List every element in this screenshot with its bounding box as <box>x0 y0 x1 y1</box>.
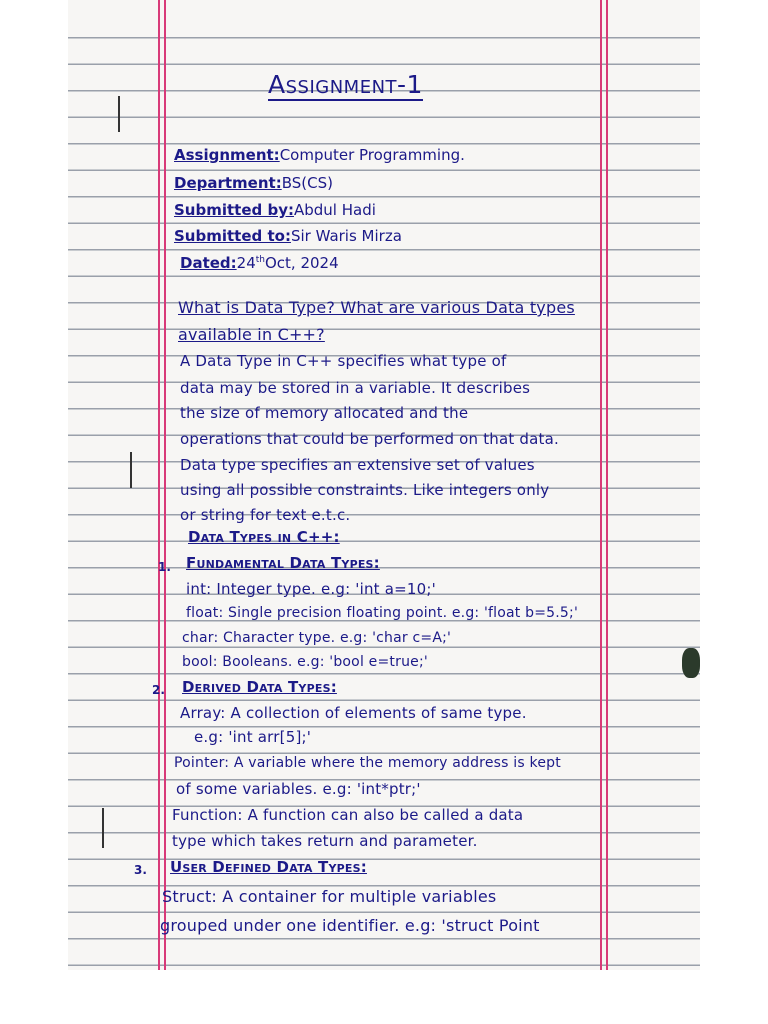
section-line: Struct: A container for multiple variables <box>162 887 497 906</box>
answer-line: the size of memory allocated and the <box>180 404 469 422</box>
section-line: Array: A collection of elements of same type. <box>180 704 527 722</box>
section-heading: User Defined Data Types: <box>170 858 367 876</box>
question-line-2: available in C++? <box>178 325 325 344</box>
meta-department: Department:BS(CS) <box>174 174 333 192</box>
section-line: grouped under one identifier. e.g: 'struct Point <box>160 916 540 935</box>
section-number: 1. <box>158 560 171 574</box>
answer-line: operations that could be performed on that data. <box>180 430 559 448</box>
answer-line: A Data Type in C++ specifies what type of <box>180 352 507 370</box>
notebook-page <box>68 0 700 970</box>
types-heading: Data Types in C++: <box>188 528 340 546</box>
section-number: 2. <box>152 683 165 697</box>
meta-submitted-to: Submitted to:Sir Waris Mirza <box>174 227 402 245</box>
section-line: char: Character type. e.g: 'char c=A;' <box>182 630 452 646</box>
section-line: e.g: 'int arr[5];' <box>194 728 312 746</box>
section-line: of some variables. e.g: 'int*ptr;' <box>176 780 421 798</box>
section-line: bool: Booleans. e.g: 'bool e=true;' <box>182 654 428 670</box>
meta-dated: Dated:24thOct, 2024 <box>180 254 339 272</box>
section-heading: Derived Data Types: <box>182 678 337 696</box>
margin-line-left-inner <box>164 0 166 970</box>
section-heading: Fundamental Data Types: <box>186 554 380 572</box>
binder-mark <box>118 96 120 132</box>
margin-line-left <box>158 0 160 970</box>
section-line: Pointer: A variable where the memory address is kept <box>174 755 561 771</box>
binder-mark <box>102 808 104 848</box>
page-title: Assignment-1 <box>268 70 423 99</box>
section-number: 3. <box>134 863 147 877</box>
margin-line-right-inner <box>606 0 608 970</box>
binder-mark <box>130 452 132 488</box>
meta-submitted-by: Submitted by:Abdul Hadi <box>174 201 376 219</box>
section-line: float: Single precision floating point. e.g: 'float b=5.5;' <box>186 605 578 621</box>
meta-assignment: Assignment:Computer Programming. <box>174 146 465 164</box>
section-line: int: Integer type. e.g: 'int a=10;' <box>186 580 436 598</box>
answer-line: using all possible constraints. Like integers only <box>180 481 550 499</box>
section-line: Function: A function can also be called a data <box>172 806 524 824</box>
margin-line-right <box>600 0 602 970</box>
answer-line: data may be stored in a variable. It describes <box>180 379 531 397</box>
question-line-1: What is Data Type? What are various Data types <box>178 298 575 317</box>
section-line: type which takes return and parameter. <box>172 832 478 850</box>
answer-line: or string for text e.t.c. <box>180 506 351 524</box>
answer-line: Data type specifies an extensive set of values <box>180 456 535 474</box>
page-edge-shadow <box>682 648 700 678</box>
